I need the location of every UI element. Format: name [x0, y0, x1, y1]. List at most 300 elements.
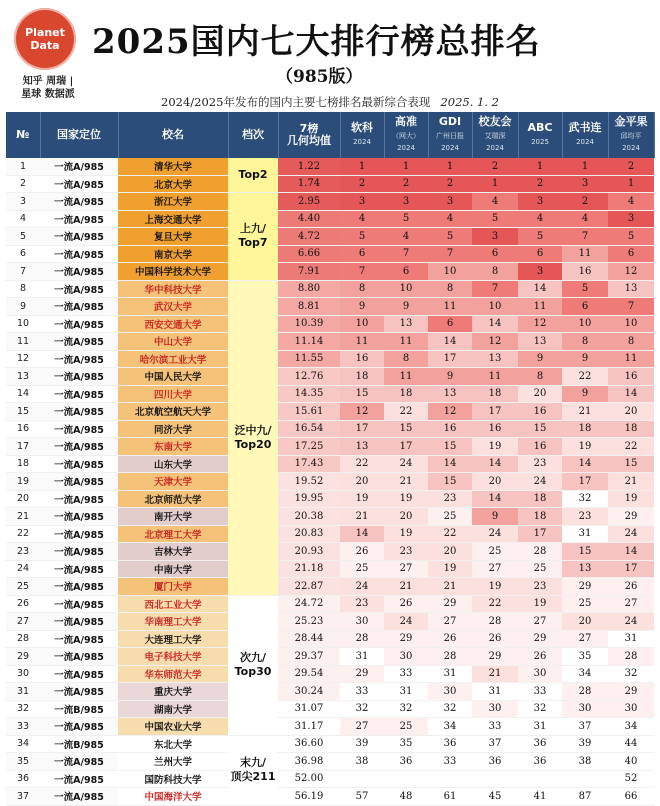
rank-cell: 61 [428, 788, 472, 806]
page-title: 2025国内七大排行榜总排名 [92, 22, 541, 62]
university-name: 西安交通大学 [118, 315, 228, 333]
row-number: 36 [6, 770, 40, 788]
rank-cell: 31 [518, 718, 562, 736]
university-name: 北京理工大学 [118, 525, 228, 543]
rank-cell: 8 [340, 280, 384, 298]
rank-cell: 24 [608, 525, 654, 543]
table-row [6, 280, 654, 298]
note-date: 2025. 1. 2 [440, 95, 499, 109]
university-name: 中国农业大学 [118, 718, 228, 736]
tier-label-1: 泛中九/ [234, 423, 272, 437]
university-name: 电子科技大学 [118, 648, 228, 666]
header-main: GDI [438, 115, 462, 128]
rank-cell: 31 [608, 630, 654, 648]
university-name: 山东大学 [118, 455, 228, 473]
rank-cell: 24 [608, 613, 654, 631]
rank-cell: 3 [518, 193, 562, 211]
rank-cell: 28 [472, 613, 518, 631]
logo-subtext-1: 知乎 周瑞 | [22, 76, 74, 87]
table-row [6, 473, 654, 491]
rank-cell: 4 [562, 210, 608, 228]
rank-cell: 9 [472, 508, 518, 526]
header-sub-2: 2024 [441, 144, 459, 152]
rank-cell: 19 [384, 490, 428, 508]
table-row [6, 333, 654, 351]
geometric-mean: 1.74 [278, 175, 340, 193]
university-name: 厦门大学 [118, 578, 228, 596]
rank-cell: 21 [384, 473, 428, 491]
rank-cell: 10 [608, 315, 654, 333]
header-sub: 广州日报 [436, 132, 464, 140]
rank-cell: 14 [518, 280, 562, 298]
university-name: 四川大学 [118, 385, 228, 403]
table-row [6, 560, 654, 578]
rank-cell: 3 [340, 193, 384, 211]
tier-cell [228, 280, 278, 595]
rank-cell: 27 [518, 613, 562, 631]
rank-cell: 22 [428, 525, 472, 543]
geometric-mean: 56.19 [278, 788, 340, 806]
rank-cell: 16 [518, 438, 562, 456]
rank-cell: 30 [428, 683, 472, 701]
row-number: 25 [6, 578, 40, 596]
rank-cell: 28 [428, 648, 472, 666]
tier-label-2: 顶尖211 [230, 770, 276, 783]
column-header [384, 112, 428, 158]
rank-cell: 29 [340, 665, 384, 683]
geometric-mean: 16.54 [278, 420, 340, 438]
row-number: 14 [6, 385, 40, 403]
rank-cell: 13 [562, 560, 608, 578]
row-number: 27 [6, 613, 40, 631]
rank-cell: 5 [518, 228, 562, 246]
table-row [6, 718, 654, 736]
national-position: 一流A/985 [40, 158, 118, 175]
rank-cell: 24 [384, 613, 428, 631]
geometric-mean: 17.25 [278, 438, 340, 456]
header-sub: 2024 [353, 138, 371, 146]
university-name: 南开大学 [118, 508, 228, 526]
rank-cell: 7 [608, 298, 654, 316]
rank-cell: 3 [384, 193, 428, 211]
rank-cell: 25 [518, 560, 562, 578]
rank-cell: 4 [518, 210, 562, 228]
rank-cell: 17 [384, 438, 428, 456]
rank-cell: 33 [428, 753, 472, 771]
rank-cell: 18 [562, 420, 608, 438]
rank-cell: 18 [518, 490, 562, 508]
rank-cell: 20 [608, 403, 654, 421]
header-main: 高准 [395, 115, 417, 128]
national-position: 一流A/985 [40, 788, 118, 806]
rank-cell: 17 [518, 525, 562, 543]
tier-cell [228, 735, 278, 805]
table-row [6, 508, 654, 526]
geometric-mean: 11.14 [278, 333, 340, 351]
rank-cell: 23 [428, 490, 472, 508]
rank-cell: 15 [562, 543, 608, 561]
geometric-mean: 10.39 [278, 315, 340, 333]
rank-cell: 19 [428, 560, 472, 578]
rank-cell: 30 [472, 700, 518, 718]
rank-cell: 21 [384, 578, 428, 596]
table-row [6, 595, 654, 613]
logo-line2: Data [30, 39, 60, 52]
university-name: 上海交通大学 [118, 210, 228, 228]
table-row [6, 578, 654, 596]
rank-cell: 32 [428, 700, 472, 718]
header-main-2: 几何均值 [287, 134, 331, 147]
rank-cell: 12 [428, 403, 472, 421]
page-subtitle: （985版） [276, 67, 363, 87]
rank-cell: 18 [608, 420, 654, 438]
rank-cell: 11 [384, 333, 428, 351]
column-header [118, 112, 228, 158]
rank-cell: 36 [384, 753, 428, 771]
geometric-mean: 31.07 [278, 700, 340, 718]
header-sub: 2024 [576, 138, 594, 146]
logo-subtext-2: 星球 数据派 [21, 89, 75, 100]
national-position: 一流A/985 [40, 333, 118, 351]
rank-cell [340, 770, 384, 788]
header-main: 软科 [351, 121, 373, 134]
rank-cell: 20 [428, 543, 472, 561]
university-name: 北京航空航天大学 [118, 403, 228, 421]
row-number: 18 [6, 455, 40, 473]
university-name: 中山大学 [118, 333, 228, 351]
rank-cell: 3 [608, 210, 654, 228]
rank-cell: 39 [562, 735, 608, 753]
university-name: 吉林大学 [118, 543, 228, 561]
geometric-mean: 4.40 [278, 210, 340, 228]
rank-cell: 12 [608, 263, 654, 281]
national-position: 一流A/985 [40, 368, 118, 386]
rank-cell: 36 [518, 735, 562, 753]
rank-cell: 29 [518, 630, 562, 648]
rank-cell: 27 [384, 560, 428, 578]
rank-cell: 18 [518, 508, 562, 526]
rank-cell: 4 [608, 193, 654, 211]
page-header [0, 0, 660, 112]
national-position: 一流A/985 [40, 315, 118, 333]
column-header [40, 112, 118, 158]
rank-cell: 3 [562, 175, 608, 193]
rank-cell: 25 [340, 560, 384, 578]
rank-cell: 16 [340, 350, 384, 368]
rank-cell: 5 [608, 228, 654, 246]
national-position: 一流A/985 [40, 543, 118, 561]
header-sub: （网大） [392, 132, 420, 140]
table-row [6, 193, 654, 211]
national-position: 一流A/985 [40, 455, 118, 473]
rank-cell: 36 [428, 735, 472, 753]
national-position: 一流B/985 [40, 735, 118, 753]
rank-cell: 21 [428, 578, 472, 596]
rank-cell: 32 [562, 490, 608, 508]
rank-cell: 24 [340, 578, 384, 596]
rank-cell: 7 [562, 228, 608, 246]
table-row [6, 385, 654, 403]
tier-label-1: Top2 [238, 168, 268, 181]
rank-cell: 22 [608, 438, 654, 456]
rank-cell: 4 [472, 193, 518, 211]
column-header [278, 112, 340, 158]
rank-cell: 30 [340, 613, 384, 631]
geometric-mean: 20.83 [278, 525, 340, 543]
rank-cell: 13 [608, 280, 654, 298]
ranking-table [6, 112, 655, 806]
row-number: 9 [6, 298, 40, 316]
row-number: 6 [6, 245, 40, 263]
geometric-mean: 8.81 [278, 298, 340, 316]
rank-cell: 19 [384, 525, 428, 543]
rank-cell: 17 [562, 473, 608, 491]
header-main: 档次 [242, 128, 264, 141]
rank-cell: 21 [472, 665, 518, 683]
national-position: 一流A/985 [40, 473, 118, 491]
national-position: 一流A/985 [40, 228, 118, 246]
column-header [608, 112, 654, 158]
column-header [562, 112, 608, 158]
rank-cell: 32 [340, 700, 384, 718]
row-number: 29 [6, 648, 40, 666]
header-main: ABC [527, 121, 553, 134]
rank-cell: 8 [384, 350, 428, 368]
rank-cell: 9 [384, 298, 428, 316]
rank-cell: 6 [340, 245, 384, 263]
rank-cell: 29 [608, 508, 654, 526]
rank-cell: 4 [384, 228, 428, 246]
row-number: 28 [6, 630, 40, 648]
table-row [6, 420, 654, 438]
rank-cell: 24 [472, 525, 518, 543]
rank-cell: 27 [472, 560, 518, 578]
university-name: 哈尔滨工业大学 [118, 350, 228, 368]
row-number: 1 [6, 158, 40, 175]
row-number: 15 [6, 403, 40, 421]
rank-cell: 21 [562, 403, 608, 421]
national-position: 一流A/985 [40, 210, 118, 228]
rank-cell: 10 [472, 298, 518, 316]
rank-cell: 21 [340, 508, 384, 526]
national-position: 一流A/985 [40, 665, 118, 683]
rank-cell: 15 [384, 420, 428, 438]
university-name: 同济大学 [118, 420, 228, 438]
rank-cell: 37 [562, 718, 608, 736]
row-number: 12 [6, 350, 40, 368]
rank-cell: 25 [428, 508, 472, 526]
rank-cell: 1 [472, 175, 518, 193]
geometric-mean: 4.72 [278, 228, 340, 246]
rank-cell: 5 [384, 210, 428, 228]
table-row [6, 735, 654, 753]
rank-cell: 26 [472, 630, 518, 648]
table-row [6, 543, 654, 561]
rank-cell: 15 [340, 385, 384, 403]
national-position: 一流A/985 [40, 718, 118, 736]
national-position: 一流A/985 [40, 245, 118, 263]
university-name: 北京师范大学 [118, 490, 228, 508]
note-text: 2024/2025年发布的国内主要七榜排名最新综合表现 [161, 95, 431, 109]
rank-cell: 18 [384, 385, 428, 403]
rank-cell: 14 [428, 455, 472, 473]
geometric-mean: 36.60 [278, 735, 340, 753]
geometric-mean: 11.55 [278, 350, 340, 368]
rank-cell: 12 [340, 403, 384, 421]
rank-cell: 12 [518, 315, 562, 333]
rank-cell: 5 [562, 280, 608, 298]
table-row [6, 228, 654, 246]
rank-cell: 36 [472, 753, 518, 771]
university-name: 西北工业大学 [118, 595, 228, 613]
rank-cell [518, 770, 562, 788]
row-number: 30 [6, 665, 40, 683]
university-name: 北京大学 [118, 175, 228, 193]
row-number: 26 [6, 595, 40, 613]
rank-cell: 28 [562, 683, 608, 701]
rank-cell: 11 [472, 368, 518, 386]
row-number: 4 [6, 210, 40, 228]
rank-cell: 16 [428, 420, 472, 438]
rank-cell: 15 [428, 473, 472, 491]
national-position: 一流A/985 [40, 350, 118, 368]
row-number: 21 [6, 508, 40, 526]
rank-cell: 19 [472, 578, 518, 596]
table-row [6, 665, 654, 683]
header-main: 武书连 [568, 121, 602, 134]
table-row [6, 683, 654, 701]
university-name: 南京大学 [118, 245, 228, 263]
table-row [6, 753, 654, 771]
geometric-mean: 2.95 [278, 193, 340, 211]
rank-cell: 37 [472, 735, 518, 753]
geometric-mean: 15.61 [278, 403, 340, 421]
column-header [340, 112, 384, 158]
table-row [6, 613, 654, 631]
header-sub: 2025 [531, 138, 549, 146]
rank-cell: 13 [384, 315, 428, 333]
rank-cell: 34 [562, 665, 608, 683]
rank-cell: 6 [384, 263, 428, 281]
table-row [6, 245, 654, 263]
rank-cell: 13 [428, 385, 472, 403]
rank-cell: 40 [608, 753, 654, 771]
rank-cell: 19 [562, 438, 608, 456]
row-number: 3 [6, 193, 40, 211]
rank-cell: 24 [384, 455, 428, 473]
national-position: 一流A/985 [40, 525, 118, 543]
row-number: 34 [6, 735, 40, 753]
rank-cell: 27 [428, 613, 472, 631]
table-row [6, 770, 654, 788]
header-sub: 邱均平 [620, 132, 642, 140]
national-position: 一流A/985 [40, 175, 118, 193]
rank-cell [384, 770, 428, 788]
row-number: 16 [6, 420, 40, 438]
table-row [6, 455, 654, 473]
geometric-mean: 36.98 [278, 753, 340, 771]
column-header [6, 112, 40, 158]
rank-cell: 6 [472, 245, 518, 263]
rank-cell: 15 [518, 420, 562, 438]
table-row [6, 315, 654, 333]
tier-cell [228, 193, 278, 281]
table-row [6, 158, 654, 175]
row-number: 2 [6, 175, 40, 193]
row-number: 5 [6, 228, 40, 246]
rank-cell: 31 [562, 525, 608, 543]
rank-cell: 22 [472, 595, 518, 613]
rank-cell: 24 [518, 473, 562, 491]
rank-cell: 34 [428, 718, 472, 736]
rank-cell: 3 [472, 228, 518, 246]
tier-label-2: Top7 [238, 236, 268, 250]
table-body [6, 158, 654, 805]
rank-cell: 27 [340, 718, 384, 736]
geometric-mean: 19.95 [278, 490, 340, 508]
column-header [428, 112, 472, 158]
geometric-mean: 12.76 [278, 368, 340, 386]
row-number: 37 [6, 788, 40, 806]
row-number: 33 [6, 718, 40, 736]
rank-cell [562, 770, 608, 788]
row-number: 31 [6, 683, 40, 701]
university-name: 清华大学 [118, 158, 228, 175]
rank-cell: 33 [472, 718, 518, 736]
rank-cell: 17 [608, 560, 654, 578]
rank-cell: 4 [340, 210, 384, 228]
row-number: 24 [6, 560, 40, 578]
rank-cell: 20 [384, 508, 428, 526]
table-row [6, 700, 654, 718]
rank-cell: 20 [472, 473, 518, 491]
rank-cell: 9 [562, 350, 608, 368]
rank-cell: 1 [384, 158, 428, 175]
table-row [6, 630, 654, 648]
logo-line1: Planet [25, 26, 65, 39]
rank-cell: 52 [608, 770, 654, 788]
geometric-mean: 31.17 [278, 718, 340, 736]
table-header-row [6, 112, 654, 158]
rank-cell: 14 [472, 315, 518, 333]
rank-cell: 8 [472, 263, 518, 281]
row-number: 17 [6, 438, 40, 456]
rank-cell: 29 [428, 595, 472, 613]
national-position: 一流A/985 [40, 648, 118, 666]
national-position: 一流A/985 [40, 613, 118, 631]
national-position: 一流A/985 [40, 578, 118, 596]
rank-cell: 32 [608, 665, 654, 683]
rank-cell: 48 [384, 788, 428, 806]
rank-cell: 8 [608, 333, 654, 351]
rank-cell: 11 [384, 368, 428, 386]
rank-cell: 2 [562, 193, 608, 211]
tier-label-2: Top20 [234, 437, 272, 451]
university-name: 东南大学 [118, 438, 228, 456]
rank-cell: 31 [340, 648, 384, 666]
national-position: 一流A/985 [40, 560, 118, 578]
rank-cell: 14 [428, 333, 472, 351]
rank-cell: 29 [384, 630, 428, 648]
geometric-mean: 29.37 [278, 648, 340, 666]
rank-cell: 7 [428, 245, 472, 263]
rank-cell: 10 [428, 263, 472, 281]
table-row [6, 525, 654, 543]
university-name: 中国海洋大学 [118, 788, 228, 806]
rank-cell: 2 [428, 175, 472, 193]
row-number: 23 [6, 543, 40, 561]
rank-cell: 11 [608, 350, 654, 368]
